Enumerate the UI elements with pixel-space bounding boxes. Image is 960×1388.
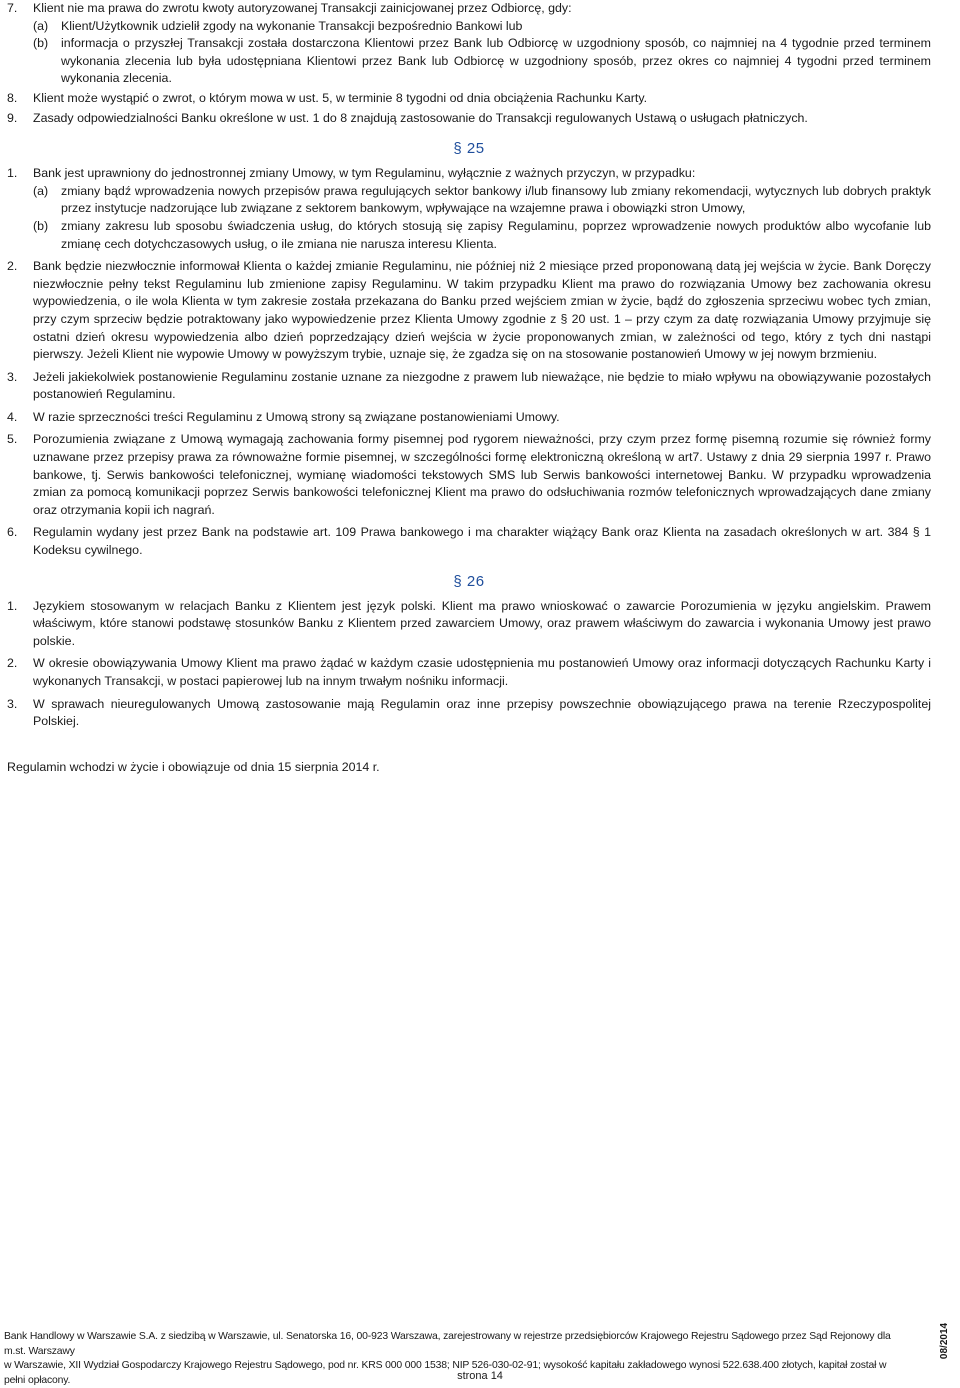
item-number: 7. xyxy=(7,1,18,15)
side-date xyxy=(934,1316,956,1366)
sub-item-text: Klient/Użytkownik udzielił zgody na wykonanie Transakcji bezpośrednio Bankowi lub xyxy=(61,18,523,33)
sub-item-text: zmiany bądź wprowadzenia nowych przepisów prawa regulujących sektor bankowy i/lub finansowy lub zmiany rekomendacji, wytycznych lub dobrych praktyk przez instytucje nadzorujące lub związane z sektorem bankowym, wpływające na wzajemne prawa i obowiązki stron Umowy, xyxy=(61,183,931,216)
item-number: 3. xyxy=(7,369,18,384)
footer-line-1: Bank Handlowy w Warszawie S.A. z siedzibą w Warszawie, ul. Senatorska 16, 00-923 Warszawa, zarejestrowany w rejestrze przedsiębiorców Krajowego Rejestru Sądowego przez Sąd Rejonowy dla m.st. Warszawy xyxy=(4,1331,891,1357)
side-date-label: 08/2014 xyxy=(939,1322,951,1360)
item-number: 4. xyxy=(7,409,18,424)
item-text: Językiem stosowanym w relacjach Banku z Klientem jest język polski. Klient ma prawo wnioskować o zawarcie Porozumienia w języku angielskim. Prawem właściwym, które stanowi podstawę stosunków Banku z Klientem przed zawarciem Umowy, oraz prawem właściwym do zawarcia i wykonania Umowy jest prawo polskie. xyxy=(33,598,931,648)
numbered-item xyxy=(7,0,931,88)
sub-item xyxy=(33,183,931,218)
numbered-item xyxy=(7,431,931,519)
section xyxy=(7,0,931,127)
item-text: W okresie obowiązywania Umowy Klient ma prawo żądać w każdym czasie udostępnienia mu postanowień Umowy oraz informacji dotyczących Rachunku Karty i wykonanych Transakcji, w postaci papierowej lub na innym trwałym nośniku informacji. xyxy=(33,656,931,688)
item-text: Regulamin wydany jest przez Bank na podstawie art. 109 Prawa bankowego i ma charakter wiążący Bank oraz Klienta na zasadach określonych w art. 384 § 1 Kodeksu cywilnego. xyxy=(33,525,931,558)
item-text: Zasady odpowiedzialności Banku określone w ust. 1 do 8 znajdują zastosowanie do Transakcji regulowanych Ustawą o usługach płatniczych. xyxy=(33,110,808,125)
numbered-item xyxy=(7,165,931,253)
item-text: Klient nie ma prawa do zwrotu kwoty autoryzowanej Transakcji zainicjowanej przez Odbiorcę, gdy: xyxy=(33,1,572,15)
page-number: strona 14 xyxy=(457,1370,503,1382)
item-number: 6. xyxy=(7,525,18,540)
closing-statement: Regulamin wchodzi w życie i obowiązuje od dnia 15 sierpnia 2014 r. xyxy=(7,759,380,774)
section xyxy=(7,572,931,731)
section-heading: § 25 xyxy=(453,140,485,158)
sub-item-letter: (a) xyxy=(33,18,49,33)
numbered-item xyxy=(7,369,931,404)
sub-item xyxy=(33,218,931,253)
item-number: 1. xyxy=(7,598,18,613)
document-body xyxy=(7,0,931,776)
item-number: 2. xyxy=(7,259,18,274)
item-number: 8. xyxy=(7,90,18,105)
numbered-item xyxy=(7,655,931,690)
item-number: 5. xyxy=(7,432,18,447)
section-heading: § 26 xyxy=(453,572,485,590)
item-text: Jeżeli jakiekolwiek postanowienie Regulaminu zostanie uznane za niezgodne z prawem lub nieważące, nie będzie to miało wpływu na obowiązywanie pozostałych postanowień Regulaminu. xyxy=(33,369,931,402)
numbered-item xyxy=(7,110,931,128)
sub-item-text: zmiany zakresu lub sposobu świadczenia usług, do których stosują się zapisy Regulaminu, poprzez wprowadzenie nowych produktów albo wycofanie lub zmianę cech dotychczasowych usług, o ile zmiana nie narusza interesu Klienta. xyxy=(61,218,931,251)
numbered-item xyxy=(7,258,931,364)
numbered-item xyxy=(7,524,931,559)
numbered-item xyxy=(7,598,931,651)
sub-item-letter: (b) xyxy=(33,36,49,51)
item-text: Porozumienia związane z Umową wymagają zachowania formy pisemnej pod rygorem nieważności, przy czym przez formę pisemną rozumie się również formy uznawane przez przepisy prawa za równoważne formie pisemnej, w szczególności formę elektroniczną określoną w art7. Ustawy z dnia 29 sierpnia 1997 r. Prawo bankowe, tj. Serwis bankowości telefonicznej, wymianę wiadomości tekstowych SMS lub Serwis bankowości internetowej Banku. W przypadku wprowadzenia zmian za pomocą komunikacji poprzez Serwis bankowości telefonicznej Klient ma prawo do odsłuchiwania rozmów telefonicznych wprowadzających dane zmiany oraz otrzymania kopii ich nagrań. xyxy=(33,432,931,517)
sub-item-letter: (a) xyxy=(33,183,49,198)
numbered-item xyxy=(7,409,931,427)
item-number: 3. xyxy=(7,696,18,711)
item-text: Bank jest uprawniony do jednostronnej zmiany Umowy, w tym Regulaminu, wyłącznie z ważnych przyczyn, w przypadku: xyxy=(33,166,696,181)
section xyxy=(7,139,931,559)
item-text: Klient może wystąpić o zwrot, o którym mowa w ust. 5, w terminie 8 tygodni od dnia obciążenia Rachunku Karty. xyxy=(33,90,648,105)
sub-item xyxy=(33,18,931,36)
item-number: 9. xyxy=(7,110,18,125)
sub-list xyxy=(33,18,931,88)
item-text: W razie sprzeczności treści Regulaminu z Umową strony są związane postanowieniami Umowy. xyxy=(33,409,560,424)
footer-line-2: w Warszawie, XII Wydział Gospodarczy Krajowego Rejestru Sądowego, pod nr. KRS 000 000 1538; NIP 526-030-02-91; wysokość kapitału zakładowego wynosi 522.638.400 złotych, kapitał został w pełni opłacony. xyxy=(4,1360,887,1386)
sub-item xyxy=(33,35,931,88)
numbered-item xyxy=(7,90,931,108)
sub-item-letter: (b) xyxy=(33,218,49,233)
sub-list xyxy=(33,183,931,253)
sub-item-text: informacja o przyszłej Transakcji została dostarczona Klientowi przez Bank lub Odbiorcę w uzgodniony sposób, co najmniej na 4 tygodnie przed terminem wykonania zlecenia lub była udostępniana Klientowi przez Bank lub Odbiorcę w uzgodniony sposób, przez okres co najmniej 4 tygodni przed terminem wykonania zlecenia. xyxy=(61,36,931,86)
item-number: 1. xyxy=(7,166,18,181)
item-number: 2. xyxy=(7,656,18,671)
item-text: W sprawach nieuregulowanych Umową zastosowanie mają Regulamin oraz inne przepisy powszechnie obowiązującego prawa na terenie Rzeczypospolitej Polskiej. xyxy=(33,696,931,729)
item-text: Bank będzie niezwłocznie informował Klienta o każdej zmianie Regulaminu, nie później niż 2 miesiące przed proponowaną datą jej wejścia w życie. Bank Doręczy niezwłocznie pełny tekst Regulaminu lub zmienione zapisy Regulaminu. W takim przypadku Klient ma prawo do rozwiązania Umowy bez zachowania okresu wypowiedzenia, o ile wola Klienta w tym zakresie została przekazana do Banku przed wejściem zmian w życie, bądź do zgłoszenia sprzeciwu wobec tych zmian, przy czym sprzeciw będzie potraktowany jako wypowiedzenie przez Klienta Umowy zgodnie z § 20 ust. 1 – przy czym za datę rozwiązania Umowy przyjmuje się ostatni dzień okresu wypowiedzenia albo dzień poprzedzający dzień wejścia w życie proponowanych zmian, w zależności od tego, który z tych dni nastąpi pierwszy. Jeżeli Klient nie wypowie Umowy w powyższym trybie, uznaje się, że zgadza się on na stosowanie postanowień Umowy w jej nowym brzmieniu. xyxy=(33,259,931,362)
numbered-item xyxy=(7,696,931,731)
